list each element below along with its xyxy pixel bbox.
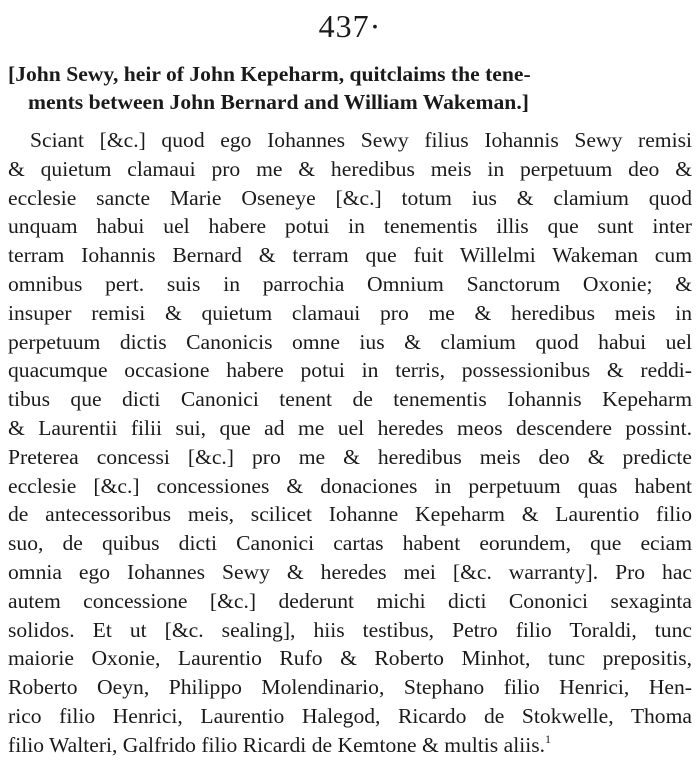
text-line: ecclesie sancte Marie Oseneye [&c.] totum ius & clamium quod <box>8 185 692 210</box>
text-line: autem concessione [&c.] dederunt michi dicti Cononici sexaginta <box>8 588 692 613</box>
text-line: de antecessoribus meis, scilicet Iohanne Kepeharm & Laurentio filio <box>8 502 692 527</box>
text-line: rico filio Henrici, Laurentio Halegod, Ricardo de Stokwelle, Thoma <box>8 703 692 728</box>
text-line: insuper remisi & quietum clamaui pro me & heredibus meis in <box>8 300 692 325</box>
text-line: quacumque occasione habere potui in terris, possessionibus & reddi- <box>8 358 692 383</box>
charter-text <box>8 126 692 760</box>
text-line: & Laurentii filii sui, que ad me uel heredes meos descendere possint. <box>8 415 692 440</box>
document-number: 437· <box>318 8 382 44</box>
text-line: unquam habui uel habere potui in tenementis illis que sunt inter <box>8 214 692 239</box>
heading-line: [John Sewy, heir of John Kepeharm, quitclaims the tene- <box>8 62 531 86</box>
footnote-marker: 1 <box>545 731 551 746</box>
document-heading <box>8 60 692 116</box>
text-line: suo, de quibus dicti Canonici cartas habent eorundem, que eciam <box>8 531 692 556</box>
heading-line: ments between John Bernard and William Wakeman.] <box>28 90 529 114</box>
text-line: & quietum clamaui pro me & heredibus meis in perpetuum deo & <box>8 156 692 181</box>
text-line: Preterea concessi [&c.] pro me & heredibus meis deo & predicte <box>8 444 692 469</box>
text-line: omnibus pert. suis in parrochia Omnium Sanctorum Oxonie; & <box>8 271 692 296</box>
text-line: tibus que dicti Canonici tenent de tenementis Iohannis Kepeharm <box>8 387 692 412</box>
text-line: perpetuum dictis Canonicis omne ius & clamium quod habui uel <box>8 329 692 354</box>
text-line-final <box>8 731 692 760</box>
text-line: Sciant [&c.] quod ego Iohannes Sewy filius Iohannis Sewy remisi <box>30 128 692 152</box>
text-line: maiorie Oxonie, Laurentio Rufo & Roberto Minhot, tunc prepositis, <box>8 646 692 671</box>
text-line: ecclesie [&c.] concessiones & donaciones in perpetuum quas habent <box>8 473 692 498</box>
text-line: Roberto Oeyn, Philippo Molendinario, Stephano filio Henrici, Hen- <box>8 675 692 700</box>
text-line: filio Walteri, Galfrido filio Ricardi de Kemtone & multis aliis. <box>8 732 545 757</box>
text-line: solidos. Et ut [&c. sealing], hiis testibus, Petro filio Toraldi, tunc <box>8 617 692 642</box>
text-line: omnia ego Iohannes Sewy & heredes mei [&c. warranty]. Pro hac <box>8 559 692 584</box>
text-line: terram Iohannis Bernard & terram que fuit Willelmi Wakeman cum <box>8 243 692 268</box>
